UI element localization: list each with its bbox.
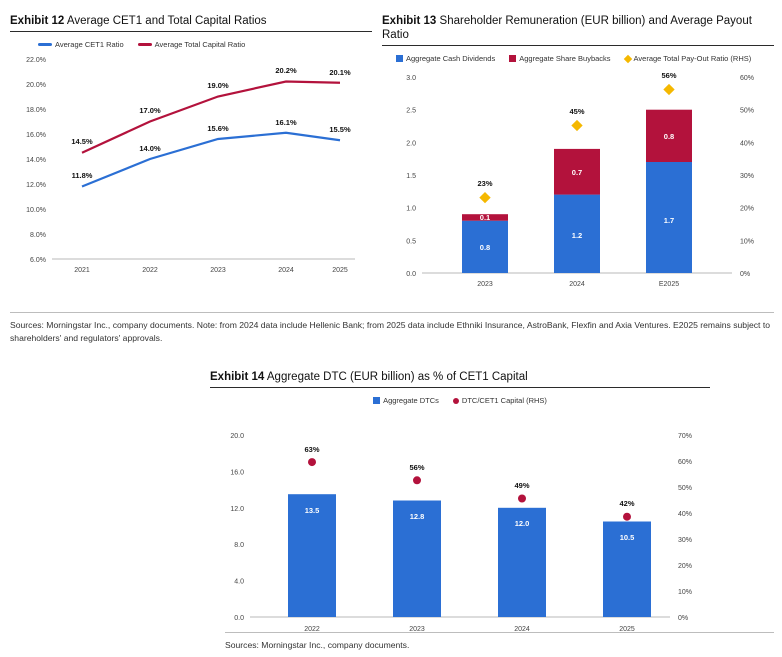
title-divider [210,387,710,388]
exhibit-12-title-text: Average CET1 and Total Capital Ratios [66,15,267,27]
marker-diamond [571,120,582,131]
y-tick-label: 1.5 [406,173,416,180]
x-tick-label: 2025 [332,267,348,274]
exhibit-13-chart [382,63,774,293]
x-tick-label: 2024 [514,626,530,633]
bar-value-label: 1.7 [663,216,675,225]
x-axis [74,267,348,274]
y-tick-label-right: 60% [678,459,693,466]
legend-label-dtc-cet1: DTC/CET1 Capital (RHS) [461,396,547,405]
y-tick-label-right: 30% [678,537,693,544]
sources-note-top: Sources: Morningstar Inc., company documents. Note: from 2024 data include Hellenic Bank; from 2025 data include Ethniki Insurance, AstroBank, Flexfin and Axia Ventures. E2025 remains subject to shareholders' and regulators' approvals. [10,312,774,344]
data-label: 56% [409,463,425,472]
y-tick-label: 0.0 [406,271,416,278]
legend-item-cash-dividends [396,54,495,63]
x-tick-label: 2023 [409,626,425,633]
x-tick-label: 2023 [477,281,493,288]
bar-value-label: 1.2 [571,231,583,240]
legend-swatch-line-cet1 [38,43,52,46]
data-label: 49% [514,481,530,490]
y-axis-left [406,75,416,278]
y-tick-label: 8.0 [234,542,244,550]
exhibit-13-panel [382,14,774,293]
legend-label-total-capital: Average Total Capital Ratio [154,40,246,49]
bar-value-label: 0.8 [479,243,491,252]
legend-item-aggregate-dtcs [373,396,439,405]
bar-value-label: 0.1 [479,213,491,222]
legend-swatch-diamond-payout-ratio [623,54,631,62]
legend-label-share-buybacks: Aggregate Share Buybacks [519,54,611,63]
y-axis-right [678,433,692,622]
bar-group-2024 [498,481,546,617]
legend-swatch-box-share-buybacks [509,55,516,62]
legend-item-share-buybacks [509,54,610,63]
sources-note-bottom: Sources: Morningstar Inc., company documents. [225,632,774,652]
title-divider [10,31,372,32]
bar-group-2022 [288,445,336,617]
y-tick-label: 12.0 [230,505,244,513]
x-tick-label: E2025 [658,281,680,288]
exhibit-13-legend [396,54,774,63]
y-tick-label: 16.0 [230,469,244,477]
y-tick-label: 2.5 [406,107,416,115]
bar-value-label: 0.7 [571,168,583,177]
x-axis [477,281,679,288]
marker-dot [413,476,421,484]
data-label: 42% [619,499,635,508]
exhibit-12-legend [38,40,372,49]
bar-value-label: 13.5 [304,506,320,515]
data-label: 19.0% [207,81,229,90]
exhibit-14-title [210,370,710,388]
bar-value-label: 0.8 [663,132,675,141]
legend-label-payout-ratio: Average Total Pay-Out Ratio (RHS) [633,54,752,63]
exhibit-14-chart [210,405,710,645]
exhibit-14-panel [210,370,710,645]
exhibit-14-legend [210,396,710,405]
legend-swatch-line-total-capital [138,43,152,46]
data-label: 14.5% [71,137,93,146]
y-tick-label-right: 50% [678,485,693,492]
y-tick-label-right: 20% [678,563,693,570]
series-line-cet1 [82,133,340,187]
exhibit-12-title [10,14,372,32]
bar-group-2024 [554,149,600,273]
exhibit-12-number: Exhibit 12 [10,15,65,27]
y-tick-label: 16.0% [26,132,46,139]
x-tick-label: 2024 [278,267,294,274]
legend-swatch-box-aggregate-dtcs [373,397,380,404]
exhibit-13-number: Exhibit 13 [382,15,437,27]
legend-item-dtc-cet1 [453,396,547,405]
y-axis-right [740,75,754,278]
data-label: 56% [661,71,677,80]
bar-group-2023 [462,213,508,273]
y-tick-label: 18.0% [26,107,46,114]
legend-label-cash-dividends: Aggregate Cash Dividends [406,54,496,63]
x-tick-label: 2025 [619,626,635,633]
legend-swatch-dot-dtc-cet1 [453,398,459,404]
data-label: 14.0% [139,144,161,153]
y-tick-label: 20.0% [26,82,46,89]
exhibit-12-chart [10,49,372,279]
y-tick-label: 22.0% [26,57,46,64]
x-tick-label: 2024 [569,281,585,288]
legend-label-aggregate-dtcs: Aggregate DTCs [383,396,439,405]
data-label: 63% [304,445,320,454]
y-tick-label: 4.0 [234,578,244,586]
y-tick-label-right: 70% [678,433,693,440]
x-tick-label: 2023 [210,267,226,274]
legend-item-total-capital [138,40,246,49]
data-label: 20.2% [275,66,297,75]
marker-dot [623,513,631,521]
marker-diamond [663,84,674,95]
exhibit-12-panel [10,14,372,279]
title-divider [382,45,774,46]
y-tick-label: 12.0% [26,182,46,189]
data-labels-cet1 [72,118,351,180]
exhibit-14-title-text: Aggregate DTC (EUR billion) as % of CET1 Capital [266,371,528,383]
y-tick-label-right: 30% [740,173,755,180]
data-label: 15.6% [207,124,229,133]
data-label: 16.1% [275,118,297,127]
data-label: 23% [477,179,493,188]
data-label: 17.0% [139,106,161,115]
y-tick-label: 0.5 [406,238,416,246]
exhibit-13-title [382,14,774,46]
y-tick-label: 1.0 [406,205,416,213]
legend-item-payout-ratio [625,54,752,63]
bar-value-label: 12.0 [514,519,530,528]
bar-value-label: 10.5 [619,533,635,542]
y-tick-label: 6.0% [30,257,46,264]
y-tick-label: 10.0% [26,207,46,214]
y-tick-label-right: 60% [740,75,755,82]
marker-dot [518,495,526,503]
marker-dot [308,458,316,466]
x-tick-label: 2021 [74,267,90,274]
data-label: 20.1% [329,68,351,77]
legend-label-cet1: Average CET1 Ratio [55,40,124,49]
y-axis-left [230,433,244,622]
data-label: 45% [569,107,585,116]
y-tick-label-right: 40% [740,140,755,148]
y-tick-label: 0.0 [234,615,244,622]
x-tick-label: 2022 [304,626,320,633]
data-labels-total-capital [71,66,351,146]
y-tick-label: 2.0 [406,140,416,148]
y-tick-label-right: 0% [678,615,689,622]
y-axis-left [26,57,46,264]
y-tick-label-right: 0% [740,271,751,278]
exhibit-13-title-text: Shareholder Remuneration (EUR billion) and Average Payout Ratio [382,15,752,41]
y-tick-label-right: 40% [678,511,693,518]
legend-item-cet1 [38,40,124,49]
x-tick-label: 2022 [142,267,158,274]
marker-diamond [479,192,490,203]
y-tick-label-right: 10% [678,589,693,596]
exhibit-14-number: Exhibit 14 [210,371,265,383]
y-tick-label-right: 50% [740,107,755,115]
data-label: 15.5% [329,125,351,134]
y-tick-label: 3.0 [406,75,416,82]
bar-group-2023 [393,463,441,617]
legend-swatch-box-cash-dividends [396,55,403,62]
bar-group-2025 [603,499,651,617]
y-tick-label-right: 10% [740,238,755,246]
y-tick-label: 8.0% [30,232,46,239]
y-tick-label-right: 20% [740,205,755,213]
y-tick-label: 14.0% [26,157,46,164]
data-label: 11.8% [71,171,93,180]
bar-value-label: 12.8 [409,512,425,521]
y-tick-label: 20.0 [230,433,244,440]
bar-group-e2025 [646,110,692,273]
